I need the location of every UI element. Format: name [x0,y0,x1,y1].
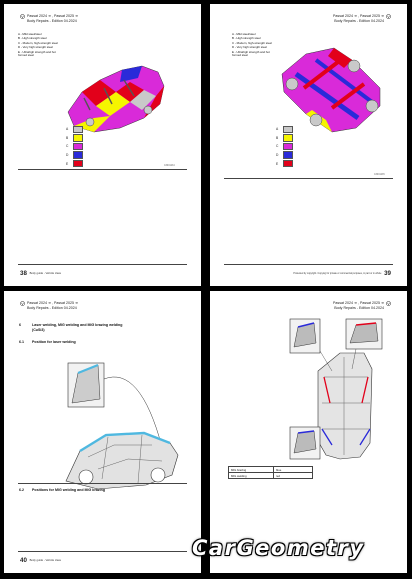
legend-item-d: D - Very high strength steel [232,45,267,50]
swatch-c [283,143,293,151]
figure-id: C3001235 [374,174,385,176]
manual-page-38 [4,4,201,286]
swatch-row-d: D [66,151,83,160]
vw-logo-icon [20,14,25,19]
table-row [229,473,313,479]
swatch-row-a: A [66,125,83,134]
page-number: 39 [384,270,391,277]
swatch-d [73,151,83,159]
legend-item-a: A - Mild steel/steel [18,32,42,36]
laser-welding-illustration [58,351,186,491]
swatch-row-b: B [276,134,293,143]
section-heading-6-1: 6.1 Position for laser welding [19,340,76,344]
legend-item-a: A - Mild steel/steel [232,32,256,36]
figure-rule [18,169,187,170]
swatch-e [283,160,293,168]
swatch-row-d: D [276,151,293,160]
table-cell-value: red [274,473,313,479]
footer-rule [18,264,187,265]
page-header [333,14,391,24]
table-cell-label: MIG brazing [229,467,274,473]
manual-page-41 [210,291,407,573]
page-header [20,14,78,24]
swatch-a [283,126,293,134]
legend-item-b: B - High strength steel [18,36,47,41]
swatch-row-e: E [66,159,83,168]
legend-item-c: C - Modern, high-strength steel [232,40,272,45]
brand-watermark: CarGeometry [192,536,365,560]
figure-rule [18,483,187,484]
swatch-c [73,143,83,151]
figure-rule [224,178,393,179]
swatch-row-a: A [276,125,293,134]
header-line2: Body Repairs - Edition 04.2024 [27,306,77,310]
page-footer [223,270,393,277]
underbody-illustration [276,44,386,136]
header-line1: Passat 2024 ➔ , Passat 2025 ➔ [27,14,78,18]
table-cell-value: blue [274,467,313,473]
footer-text: Protected by copyright. Copying for private or commercial purposes, in part or in whole [293,273,382,276]
page-footer [18,557,61,564]
legend-item-d: D - Very high strength steel [18,45,53,50]
footer-text: Body guide - Vehicle class [29,559,62,563]
steel-legend-list [232,33,278,59]
swatch-row-c: C [276,142,293,151]
mig-welding-illustration [280,313,400,463]
header-line1: Passat 2024 ➔ , Passat 2025 ➔ [333,301,384,305]
page-number: 38 [20,270,27,277]
figure-id: C3001234 [164,165,175,167]
legend-item-c: C - Modern, high-strength steel [18,40,58,45]
page-number: 40 [20,557,27,564]
steel-color-key [66,125,83,168]
manual-page-39 [210,4,407,286]
swatch-e [73,160,83,168]
vw-logo-icon [386,14,391,19]
vw-logo-icon [386,301,391,306]
page-header [20,301,78,311]
header-line1: Passat 2024 ➔ , Passat 2025 ➔ [27,301,78,305]
header-line2: Body Repairs - Edition 04.2024 [27,19,77,23]
swatch-row-b: B [66,134,83,143]
weld-color-table [228,466,313,479]
legend-item-e: E - Ultrahigh strength and hot formed steel [232,49,270,58]
vw-logo-icon [20,301,25,306]
section-heading-6-2: 6.2 Positions for MIG welding and MIG brazing [19,488,106,492]
table-cell-label: MIG welding [229,473,274,479]
swatch-row-e: E [276,159,293,168]
section-heading-6: 6 Laser welding, MIG welding and MIG brazing welding (CuSi3) [19,323,123,332]
footer-text: Body guide - Vehicle class [29,272,62,276]
page-footer [18,270,61,277]
footer-rule [224,264,393,265]
swatch-row-c: C [66,142,83,151]
header-line2: Body Repairs - Edition 04.2024 [334,306,384,310]
body-structure-illustration [60,52,172,136]
swatch-b [73,134,83,142]
legend-item-e: E - Ultrahigh strength and hot formed steel [18,49,56,58]
legend-item-b: B - High strength steel [232,36,261,41]
footer-rule [18,551,187,552]
header-line2: Body Repairs - Edition 04.2024 [334,19,384,23]
manual-page-40 [4,291,201,573]
steel-color-key [276,125,293,168]
swatch-d [283,151,293,159]
page-header [333,301,391,311]
swatch-b [283,134,293,142]
swatch-a [73,126,83,134]
header-line1: Passat 2024 ➔ , Passat 2025 ➔ [333,14,384,18]
steel-legend-list [18,33,64,59]
